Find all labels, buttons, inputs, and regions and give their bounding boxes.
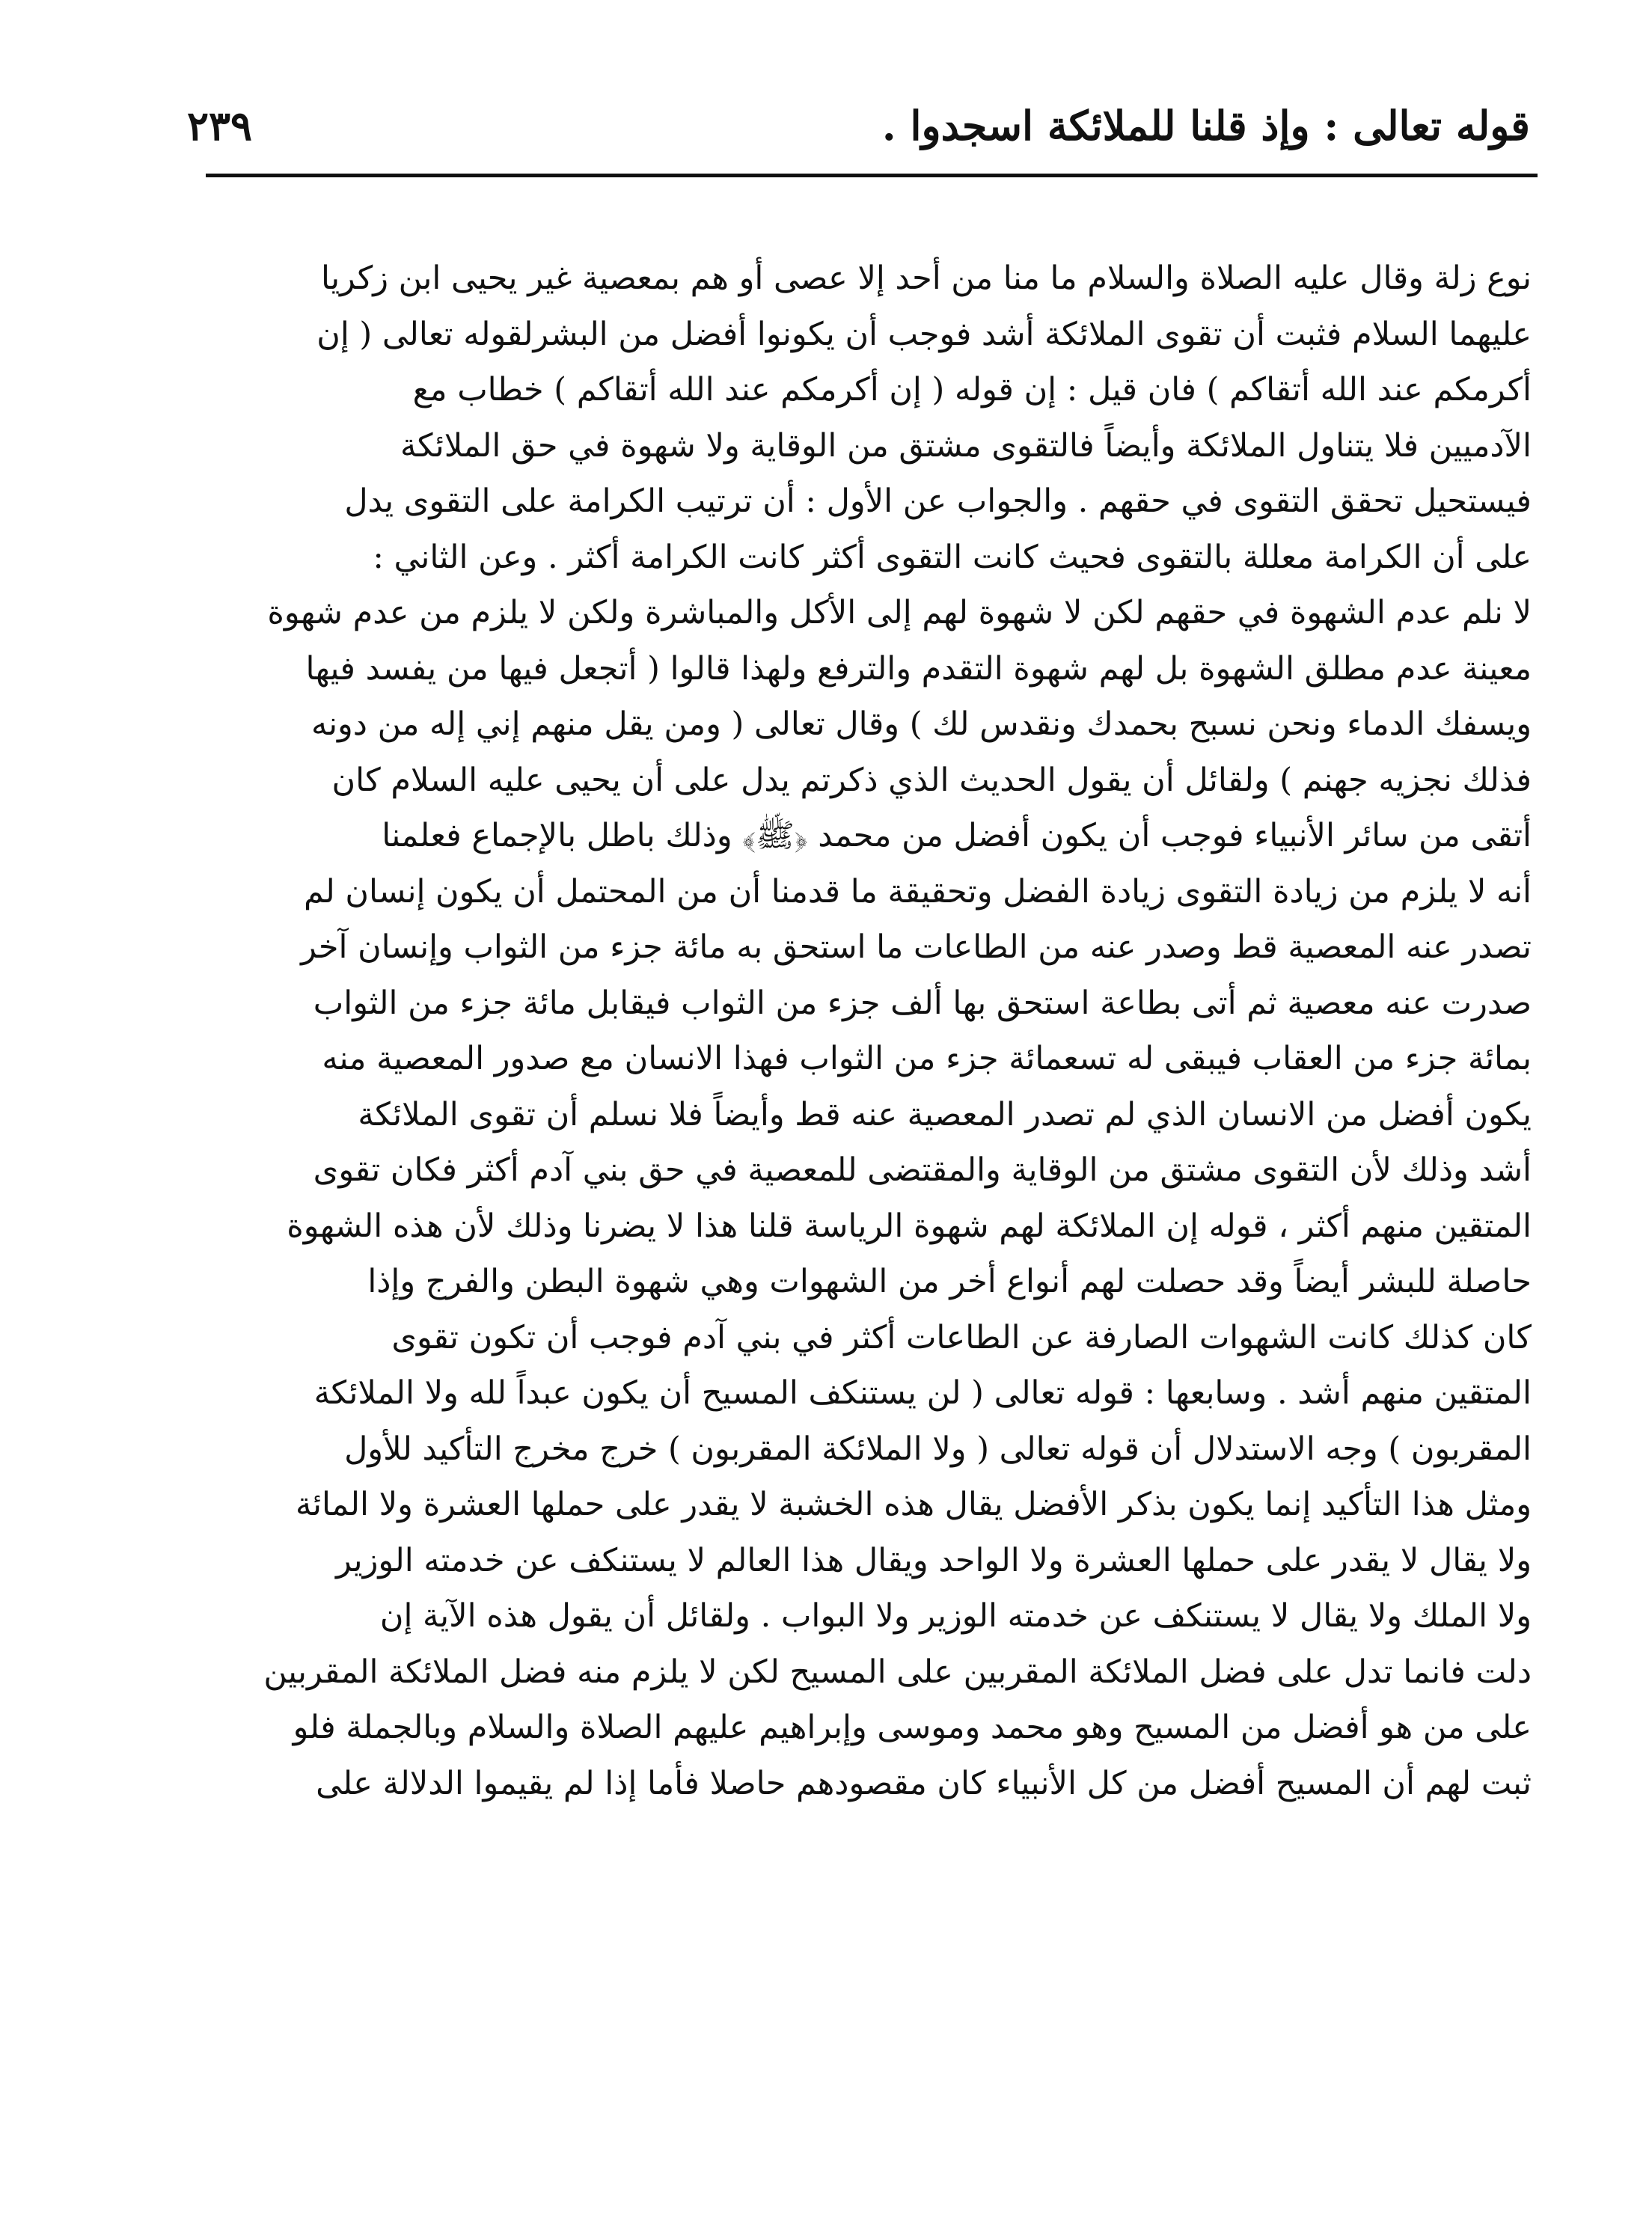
text-line: لا نلم عدم الشهوة في حقهم لكن لا شهوة لهم إلى الأكل والمباشرة ولكن لا يلزم من عدم شهوة: [267, 594, 1532, 631]
text-line: الآدميين فلا يتناول الملائكة وأيضاً فالتقوى مشتق من الوقاية ولا شهوة في حق الملائكة: [400, 426, 1532, 465]
text-line: ولا الملك ولا يقال لا يستنكف عن خدمته الوزير ولا البواب . ولقائل أن يقول هذه الآية إن: [379, 1597, 1532, 1635]
header-title: قوله تعالى : وإذ قلنا للملائكة اسجدوا .: [881, 102, 1530, 150]
text-line: فذلك نجزيه جهنم ) ولقائل أن يقول الحديث الذي ذكرتم يدل على أن يحيى عليه السلام كان: [331, 761, 1532, 799]
header-rule: [206, 174, 1538, 177]
text-line: فيستحيل تحقق التقوى في حقهم . والجواب عن الأول : أن ترتيب الكرامة على التقوى يدل: [344, 483, 1532, 520]
text-line: أشد وذلك لأن التقوى مشتق من الوقاية والمقتضى للمعصية في حق بني آدم أكثر فكان تقوى: [313, 1151, 1532, 1189]
text-line: بمائة جزء من العقاب فيبقى له تسعمائة جزء من الثواب فهذا الانسان مع صدور المعصية منه: [322, 1040, 1532, 1077]
text-line: عليهما السلام فثبت أن تقوى الملائكة أشد فوجب أن يكونوا أفضل من البشرلقوله تعالى ( إن: [316, 315, 1532, 353]
body-text: [189, 251, 1532, 1811]
page-number: ٢٣٩: [187, 102, 253, 150]
text-line: على من هو أفضل من المسيح وهو محمد وموسى وإبراهيم عليهم الصلاة والسلام وبالجملة فلو: [293, 1709, 1532, 1746]
text-line: كان كذلك كانت الشهوات الصارفة عن الطاعات أكثر في بني آدم فوجب أن تكون تقوى: [391, 1318, 1532, 1356]
text-line: دلت فانما تدل على فضل الملائكة المقربين على المسيح لكن لا يلزم منه فضل الملائكة المقربين: [263, 1653, 1532, 1691]
text-line: على أن الكرامة معللة بالتقوى فحيث كانت التقوى أكثر كانت الكرامة أكثر . وعن الثاني :: [373, 538, 1532, 576]
text-line: معينة عدم مطلق الشهوة بل لهم شهوة التقدم والترفع ولهذا قالوا ( أتجعل فيها من يفسد فيها: [305, 649, 1532, 688]
text-line: المقربون ) وجه الاستدلال أن قوله تعالى ( ولا الملائكة المقربون ) خرج مخرج التأكيد للأول: [344, 1430, 1532, 1468]
text-line: أكرمكم عند الله أتقاكم ) فان قيل : إن قوله ( إن أكرمكم عند الله أتقاكم ) خطاب مع: [412, 371, 1532, 408]
text-line: أنه لا يلزم من زيادة التقوى زيادة الفضل وتحقيقة ما قدمنا أن من المحتمل أن يكون إنسان لم: [304, 872, 1532, 911]
text-line: المتقين منهم أكثر ، قوله إن الملائكة لهم شهوة الرياسة قلنا هذا لا يضرنا وذلك لأن هذه الشهوة: [287, 1207, 1532, 1245]
text-line: يكون أفضل من الانسان الذي لم تصدر المعصية عنه قط وأيضاً فلا نسلم أن تقوى الملائكة: [358, 1095, 1532, 1133]
running-header: [187, 88, 1530, 163]
text-line: ومثل هذا التأكيد إنما يكون بذكر الأفضل يقال هذه الخشبة لا يقدر على حملها العشرة ولا المائة: [295, 1486, 1532, 1523]
text-line: ولا يقال لا يقدر على حملها العشرة ولا الواحد ويقال هذا العالم لا يستنكف عن خدمته الوزير: [335, 1541, 1532, 1579]
text-line: صدرت عنه معصية ثم أتى بطاعة استحق بها ألف جزء من الثواب فيقابل مائة جزء من الثواب: [313, 984, 1532, 1022]
text-line: ثبت لهم أن المسيح أفضل من كل الأنبياء كان مقصودهم حاصلا فأما إذا لم يقيموا الدلالة على: [316, 1764, 1532, 1802]
text-line: نوع زلة وقال عليه الصلاة والسلام ما منا من أحد إلا عصى أو هم بمعصية غير يحيى ابن زكريا: [320, 260, 1532, 297]
text-line: تصدر عنه المعصية قط وصدر عنه من الطاعات ما استحق به مائة جزء من الثواب وإنسان آخر: [301, 928, 1532, 966]
text-line: أتقى من سائر الأنبياء فوجب أن يكون أفضل من محمد ﴿ﷺ﴾ وذلك باطل بالإجماع فعلمنا: [382, 817, 1532, 854]
text-line: ويسفك الدماء ونحن نسبح بحمدك ونقدس لك ) وقال تعالى ( ومن يقل منهم إني إله من دونه: [311, 706, 1532, 743]
text-line: المتقين منهم أشد . وسابعها : قوله تعالى ( لن يستنكف المسيح أن يكون عبداً لله ولا الملائكة: [313, 1374, 1532, 1412]
text-line: حاصلة للبشر أيضاً وقد حصلت لهم أنواع أخر من الشهوات وهي شهوة البطن والفرج وإذا: [367, 1263, 1532, 1300]
